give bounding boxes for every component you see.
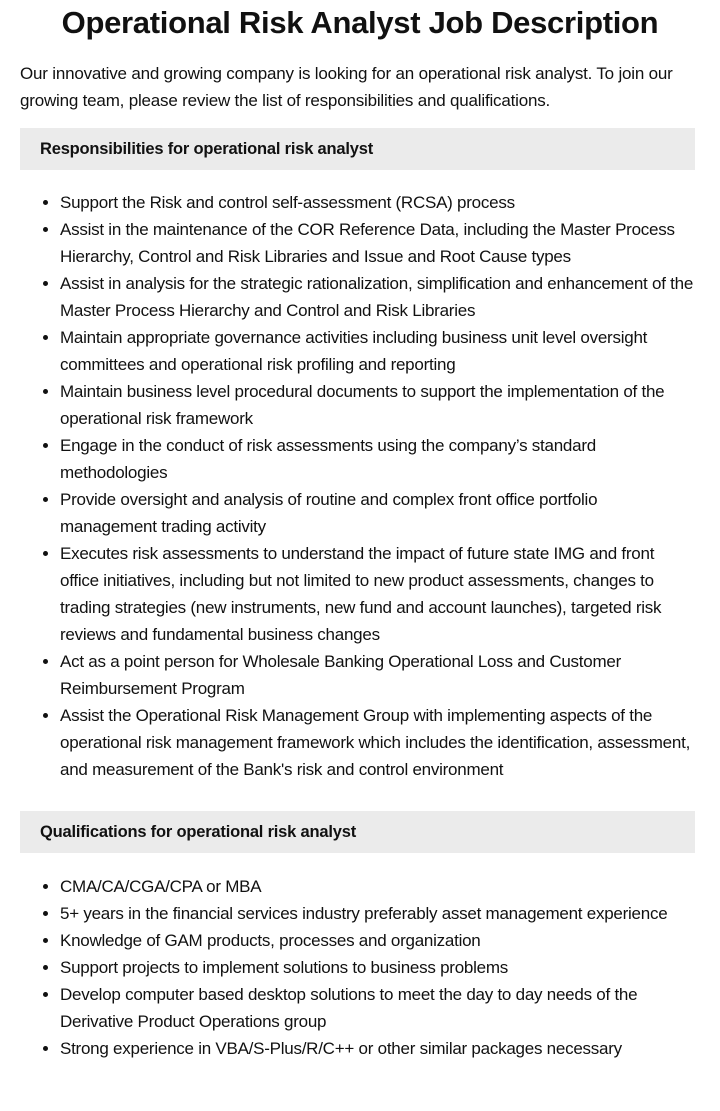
responsibilities-heading: Responsibilities for operational risk analyst bbox=[20, 128, 695, 170]
page-title: Operational Risk Analyst Job Description bbox=[61, 5, 659, 40]
list-item: • Maintain business level procedural documents to support the implementation of the operational risk framework bbox=[60, 378, 695, 432]
list-item: • 5+ years in the financial services industry preferably asset management experience bbox=[60, 900, 695, 927]
intro-paragraph: Our innovative and growing company is looking for an operational risk analyst. To join our growing team, please review the list of responsibilities and qualifications. bbox=[20, 64, 673, 110]
qualifications-heading: Qualifications for operational risk analyst bbox=[20, 811, 695, 853]
list-item: • Strong experience in VBA/S-Plus/R/C++ or other similar packages necessary bbox=[60, 1035, 695, 1062]
list-item: • Act as a point person for Wholesale Banking Operational Loss and Customer Reimbursement Program bbox=[60, 648, 695, 702]
responsibilities-list bbox=[20, 189, 695, 783]
list-item: • Assist in analysis for the strategic rationalization, simplification and enhancement of the Master Process Hierarchy and Control and Risk Libraries bbox=[60, 270, 695, 324]
qualifications-list bbox=[20, 873, 695, 1062]
list-item: • Support projects to implement solutions to business problems bbox=[60, 954, 695, 981]
list-item: • Knowledge of GAM products, processes and organization bbox=[60, 927, 695, 954]
list-item: • Support the Risk and control self-assessment (RCSA) process bbox=[60, 189, 695, 216]
list-item: • Assist the Operational Risk Management Group with implementing aspects of the operational risk management framework which includes the identification, assessment, and measurement of the Bank's risk and control environment bbox=[60, 702, 695, 783]
list-item: • Develop computer based desktop solutions to meet the day to day needs of the Derivative Product Operations group bbox=[60, 981, 695, 1035]
list-item: • Executes risk assessments to understand the impact of future state IMG and front office initiatives, including but not limited to new product assessments, changes to trading strategies (new instruments, new fund and account launches), targeted risk reviews and fundamental business changes bbox=[60, 540, 695, 648]
list-item: • Maintain appropriate governance activities including business unit level oversight committees and operational risk profiling and reporting bbox=[60, 324, 695, 378]
list-item: • Engage in the conduct of risk assessments using the company’s standard methodologies bbox=[60, 432, 695, 486]
list-item: • Assist in the maintenance of the COR Reference Data, including the Master Process Hierarchy, Control and Risk Libraries and Issue and Root Cause types bbox=[60, 216, 695, 270]
list-item: • CMA/CA/CGA/CPA or MBA bbox=[60, 873, 695, 900]
list-item: • Provide oversight and analysis of routine and complex front office portfolio management trading activity bbox=[60, 486, 695, 540]
